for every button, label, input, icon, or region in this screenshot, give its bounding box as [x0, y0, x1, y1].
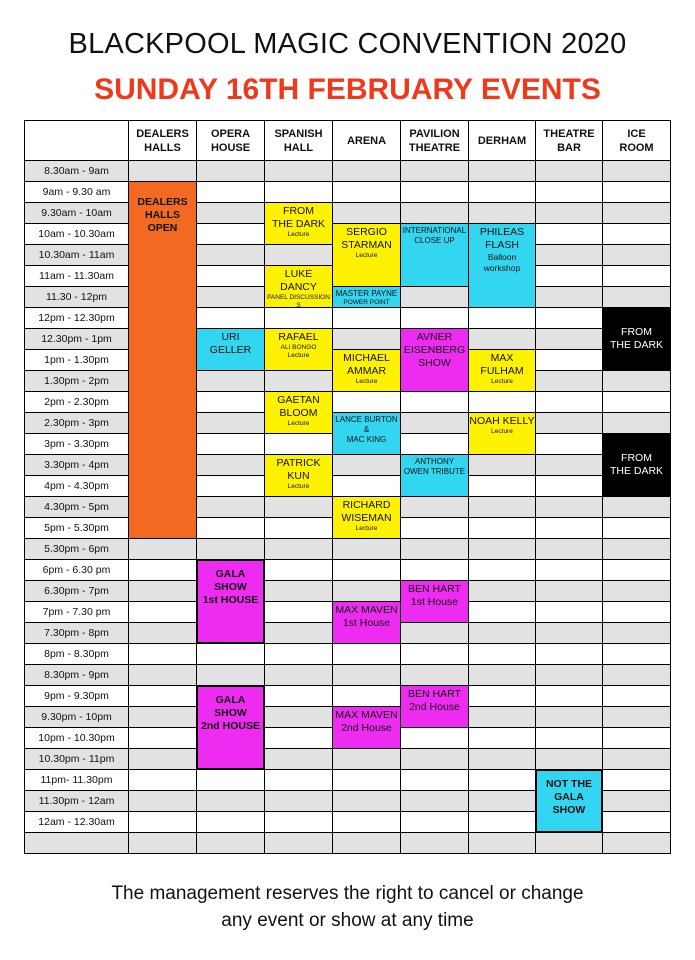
schedule-cell — [332, 811, 401, 833]
schedule-cell — [602, 286, 671, 308]
time-slot-label: 8.30am - 9am — [24, 160, 129, 182]
venue-header: DEALERS HALLS — [128, 120, 197, 161]
event-title: GALA SHOW 1st HOUSE — [202, 568, 259, 606]
schedule-cell — [128, 559, 197, 581]
time-slot-label: 3.30pm - 4pm — [24, 454, 129, 476]
schedule-cell — [468, 601, 536, 623]
page-title: BLACKPOOL MAGIC CONVENTION 2020 — [68, 28, 627, 60]
event-note: Lecture — [355, 252, 378, 259]
schedule-cell — [128, 160, 197, 182]
venue-header: PAVILION THEATRE — [400, 120, 469, 161]
schedule-cell — [196, 454, 265, 476]
event-title: LUKE DANCY — [280, 268, 317, 293]
event-dealers-halls-open — [128, 181, 197, 539]
schedule-cell — [196, 832, 265, 854]
schedule-cell — [468, 202, 536, 224]
schedule-cell — [468, 181, 536, 203]
schedule-cell — [128, 706, 197, 728]
schedule-cell — [400, 517, 469, 539]
schedule-cell — [602, 202, 671, 224]
schedule-cell — [535, 559, 603, 581]
schedule-cell — [535, 580, 603, 602]
schedule-cell — [535, 727, 603, 749]
schedule-cell — [196, 496, 265, 518]
schedule-cell — [468, 391, 536, 413]
schedule-cell — [535, 706, 603, 728]
schedule-cell — [535, 286, 603, 308]
schedule-cell — [535, 643, 603, 665]
event-uri-geller — [196, 328, 265, 371]
venue-header: ICE ROOM — [602, 120, 671, 161]
schedule-cell — [400, 664, 469, 686]
time-slot-label: 12pm - 12.30pm — [24, 307, 129, 329]
schedule-cell — [468, 664, 536, 686]
event-luke-dancy — [264, 265, 333, 308]
schedule-cell — [128, 769, 197, 791]
schedule-cell — [468, 496, 536, 518]
schedule-cell — [264, 601, 333, 623]
schedule-cell — [400, 433, 469, 455]
time-slot-label: 8pm - 8.30pm — [24, 643, 129, 665]
schedule-cell — [332, 769, 401, 791]
schedule-cell — [400, 160, 469, 182]
event-title: PHILEAS FLASH — [479, 226, 525, 251]
time-slot-label: 4.30pm - 5pm — [24, 496, 129, 518]
schedule-cell — [264, 160, 333, 182]
schedule-cell — [468, 790, 536, 812]
schedule-cell — [196, 286, 265, 308]
schedule-cell — [264, 811, 333, 833]
time-slot-label: 8.30pm - 9pm — [24, 664, 129, 686]
time-slot-label: 9.30am - 10am — [24, 202, 129, 224]
time-slot-label: 5pm - 5.30pm — [24, 517, 129, 539]
schedule-cell — [535, 664, 603, 686]
schedule-cell — [128, 601, 197, 623]
schedule-cell — [535, 181, 603, 203]
schedule-cell — [400, 391, 469, 413]
schedule-cell — [602, 601, 671, 623]
schedule-cell — [602, 223, 671, 245]
schedule-cell — [535, 160, 603, 182]
schedule-cell — [332, 538, 401, 560]
schedule-cell — [602, 559, 671, 581]
event-note: Lecture — [287, 420, 310, 427]
schedule-cell — [400, 181, 469, 203]
schedule-cell — [535, 244, 603, 266]
schedule-cell — [602, 181, 671, 203]
event-subtitle: Balloon workshop — [483, 252, 521, 273]
schedule-cell — [535, 265, 603, 287]
event-title: FROM THE DARK — [609, 452, 664, 477]
time-slot-label: 11pm- 11.30pm — [24, 769, 129, 791]
event-title: GALA SHOW 2nd HOUSE — [201, 694, 260, 732]
schedule-cell — [602, 538, 671, 560]
schedule-cell — [535, 601, 603, 623]
schedule-cell — [602, 727, 671, 749]
schedule-cell — [602, 496, 671, 518]
schedule-cell — [128, 811, 197, 833]
schedule-cell — [400, 538, 469, 560]
schedule-cell — [264, 307, 333, 329]
schedule-cell — [196, 244, 265, 266]
time-slot-label: 7.30pm - 8pm — [24, 622, 129, 644]
schedule-cell — [196, 223, 265, 245]
schedule-cell — [602, 244, 671, 266]
schedule-cell — [535, 307, 603, 329]
schedule-cell — [196, 517, 265, 539]
event-title: GAETAN BLOOM — [277, 394, 320, 419]
event-title: MICHAEL AMMAR — [343, 352, 390, 377]
time-slot-label: 6.30pm - 7pm — [24, 580, 129, 602]
schedule-cell — [264, 706, 333, 728]
schedule-cell — [128, 790, 197, 812]
schedule-cell — [196, 181, 265, 203]
schedule-cell — [468, 811, 536, 833]
schedule-cell — [468, 832, 536, 854]
schedule-cell — [264, 370, 333, 392]
schedule-cell — [264, 517, 333, 539]
event-max-maven-1 — [332, 601, 401, 644]
schedule-cell — [602, 748, 671, 770]
event-gaetan-bloom — [264, 391, 333, 434]
event-gala-show-1st — [196, 559, 265, 644]
schedule-cell — [196, 433, 265, 455]
schedule-cell — [602, 811, 671, 833]
schedule-cell — [128, 643, 197, 665]
page-subtitle: SUNDAY 16TH FEBRUARY EVENTS — [94, 73, 601, 106]
schedule-cell — [468, 559, 536, 581]
time-slot-label: 9.30pm - 10pm — [24, 706, 129, 728]
time-slot-label: 1pm - 1.30pm — [24, 349, 129, 371]
schedule-cell — [400, 559, 469, 581]
schedule-cell — [332, 181, 401, 203]
event-patrick-kun — [264, 454, 333, 497]
schedule-cell — [602, 643, 671, 665]
schedule-cell — [535, 202, 603, 224]
schedule-cell — [196, 391, 265, 413]
schedule-cell — [196, 790, 265, 812]
event-michael-ammar — [332, 349, 401, 392]
schedule-cell — [400, 412, 469, 434]
schedule-cell — [264, 727, 333, 749]
schedule-cell — [602, 706, 671, 728]
schedule-cell — [602, 160, 671, 182]
schedule-cell — [128, 538, 197, 560]
time-slot-label — [24, 832, 129, 854]
event-max-maven-2 — [332, 706, 401, 749]
schedule-cell — [196, 412, 265, 434]
schedule-cell — [264, 685, 333, 707]
schedule-cell — [602, 685, 671, 707]
event-title: LANCE BURTON & MAC KING — [335, 415, 398, 444]
schedule-cell — [400, 769, 469, 791]
schedule-cell — [400, 748, 469, 770]
time-slot-label: 9am - 9.30 am — [24, 181, 129, 203]
schedule-cell — [264, 559, 333, 581]
event-title: MAX MAVEN 1st House — [335, 604, 398, 629]
schedule-cell — [602, 580, 671, 602]
schedule-cell — [264, 538, 333, 560]
event-note: ALI BONGO Lecture — [280, 344, 317, 359]
schedule-cell — [264, 790, 333, 812]
schedule-cell — [332, 307, 401, 329]
venue-header: ARENA — [332, 120, 401, 161]
event-title: INTERNATIONAL CLOSE UP — [402, 226, 467, 245]
schedule-cell — [196, 202, 265, 224]
schedule-cell — [196, 160, 265, 182]
event-note: PANEL DISCUSSION S — [267, 294, 330, 308]
event-note: Lecture — [287, 231, 310, 238]
time-slot-label: 10.30pm - 11pm — [24, 748, 129, 770]
event-title: NOAH KELLY — [469, 415, 535, 427]
schedule-cell — [128, 748, 197, 770]
schedule-cell — [332, 160, 401, 182]
time-slot-label: 3pm - 3.30pm — [24, 433, 129, 455]
schedule-cell — [602, 790, 671, 812]
event-note: Lecture — [355, 525, 378, 532]
schedule-cell — [400, 832, 469, 854]
schedule-cell — [468, 580, 536, 602]
time-slot-label: 5.30pm - 6pm — [24, 538, 129, 560]
schedule-cell — [332, 454, 401, 476]
event-title: AVNER EISENBERG SHOW — [403, 331, 466, 369]
venue-header: OPERA HOUSE — [196, 120, 265, 161]
event-note: Lecture — [491, 428, 513, 435]
schedule-cell — [332, 559, 401, 581]
schedule-cell — [468, 727, 536, 749]
event-title: MASTER PAYNE — [335, 289, 398, 298]
schedule-cell — [602, 769, 671, 791]
schedule-cell — [535, 391, 603, 413]
schedule-cell — [128, 622, 197, 644]
schedule-cell — [400, 622, 469, 644]
schedule-cell — [264, 496, 333, 518]
event-international-close-up — [400, 223, 469, 287]
schedule-cell — [602, 412, 671, 434]
time-slot-label: 1.30pm - 2pm — [24, 370, 129, 392]
event-rafael — [264, 328, 333, 371]
event-anthony-owen-tribute — [400, 454, 469, 497]
schedule-cell — [264, 769, 333, 791]
schedule-cell — [264, 832, 333, 854]
time-slot-label: 2.30pm - 3pm — [24, 412, 129, 434]
schedule-cell — [468, 643, 536, 665]
schedule-cell — [468, 622, 536, 644]
schedule-cell — [535, 748, 603, 770]
event-note: POWER POINT — [343, 299, 390, 306]
time-slot-label: 2pm - 2.30pm — [24, 391, 129, 413]
time-slot-label: 12am - 12.30am — [24, 811, 129, 833]
event-richard-wiseman — [332, 496, 401, 539]
schedule-cell — [264, 748, 333, 770]
event-title: DEALERS HALLS OPEN — [137, 196, 188, 234]
time-slot-label: 11am - 11.30am — [24, 265, 129, 287]
schedule-cell — [332, 748, 401, 770]
schedule-cell — [332, 790, 401, 812]
schedule-cell — [128, 580, 197, 602]
schedule-cell — [332, 643, 401, 665]
schedule-cell — [468, 454, 536, 476]
schedule-cell — [196, 370, 265, 392]
event-title: RAFAEL — [278, 331, 319, 343]
event-from-the-dark-spanish — [264, 202, 333, 245]
event-title: FROM THE DARK — [609, 326, 664, 351]
event-sergio-starman — [332, 223, 401, 287]
time-slot-label: 6pm - 6.30 pm — [24, 559, 129, 581]
schedule-cell — [468, 160, 536, 182]
schedule-cell — [602, 265, 671, 287]
schedule-cell — [602, 391, 671, 413]
schedule-cell — [332, 391, 401, 413]
schedule-cell — [264, 181, 333, 203]
time-slot-label: 9pm - 9.30pm — [24, 685, 129, 707]
schedule-cell — [128, 685, 197, 707]
schedule-cell — [264, 643, 333, 665]
schedule-cell — [128, 727, 197, 749]
schedule-cell — [468, 685, 536, 707]
schedule-cell — [196, 538, 265, 560]
event-lance-burton-mac-king — [332, 412, 401, 455]
schedule-cell — [468, 307, 536, 329]
event-master-payne — [332, 286, 401, 308]
event-gala-show-2nd — [196, 685, 265, 770]
schedule-cell — [602, 370, 671, 392]
time-slot-label: 4pm - 4.30pm — [24, 475, 129, 497]
time-slot-label: 10am - 10.30am — [24, 223, 129, 245]
schedule-cell — [264, 622, 333, 644]
schedule-cell — [535, 685, 603, 707]
schedule-cell — [128, 832, 197, 854]
schedule-cell — [535, 412, 603, 434]
schedule-cell — [535, 517, 603, 539]
schedule-cell — [400, 307, 469, 329]
schedule-cell — [602, 832, 671, 854]
event-note: Lecture — [491, 378, 513, 385]
schedule-cell — [332, 475, 401, 497]
venue-header: SPANISH HALL — [264, 120, 333, 161]
footer-notice: The management reserves the right to cancel or change any event or show at any time — [111, 883, 584, 931]
schedule-cell — [128, 664, 197, 686]
event-not-the-gala-show — [535, 769, 603, 833]
time-slot-label: 11.30 - 12pm — [24, 286, 129, 308]
schedule-cell — [400, 811, 469, 833]
schedule-cell — [264, 244, 333, 266]
schedule-cell — [468, 475, 536, 497]
header-corner-cell — [24, 120, 129, 161]
schedule-cell — [535, 223, 603, 245]
event-title: MAX MAVEN 2nd House — [335, 709, 398, 734]
time-slot-label: 10pm - 10.30pm — [24, 727, 129, 749]
schedule-cell — [602, 622, 671, 644]
schedule-cell — [535, 370, 603, 392]
event-phileas-flash — [468, 223, 536, 308]
schedule-cell — [332, 328, 401, 350]
schedule-cell — [196, 811, 265, 833]
schedule-cell — [468, 706, 536, 728]
schedule-cell — [400, 496, 469, 518]
time-slot-label: 7pm - 7.30 pm — [24, 601, 129, 623]
event-title: FROM THE DARK — [271, 205, 326, 230]
schedule-cell — [535, 832, 603, 854]
schedule-cell — [196, 664, 265, 686]
event-note: Lecture — [355, 378, 378, 385]
venue-header: DERHAM — [468, 120, 536, 161]
event-noah-kelly — [468, 412, 536, 455]
schedule-cell — [468, 538, 536, 560]
schedule-cell — [332, 580, 401, 602]
event-ben-hart-2 — [400, 685, 469, 728]
schedule-cell — [468, 769, 536, 791]
schedule-cell — [400, 727, 469, 749]
event-max-fulham — [468, 349, 536, 392]
schedule-cell — [468, 328, 536, 350]
event-title: PATRICK KUN — [276, 457, 321, 482]
schedule-cell — [196, 475, 265, 497]
event-note: Lecture — [287, 483, 310, 490]
event-avner-eisenberg — [400, 328, 469, 392]
event-ben-hart-1 — [400, 580, 469, 623]
schedule-cell — [264, 664, 333, 686]
event-from-the-dark-ice-1 — [602, 307, 671, 371]
schedule-cell — [535, 538, 603, 560]
schedule-cell — [535, 475, 603, 497]
schedule-cell — [196, 769, 265, 791]
schedule-cell — [602, 664, 671, 686]
event-title: SERGIO STARMAN — [341, 226, 392, 251]
time-slot-label: 10.30am - 11am — [24, 244, 129, 266]
event-title: URI GELLER — [209, 331, 252, 356]
schedule-cell — [535, 433, 603, 455]
schedule-cell — [264, 580, 333, 602]
schedule-cell — [264, 433, 333, 455]
event-title: RICHARD WISEMAN — [341, 499, 392, 524]
schedule-cell — [196, 307, 265, 329]
schedule-cell — [400, 790, 469, 812]
schedule-cell — [332, 832, 401, 854]
event-title: ANTHONY OWEN TRIBUTE — [403, 457, 466, 476]
schedule-cell — [332, 202, 401, 224]
schedule-cell — [535, 349, 603, 371]
venue-header: THEATRE BAR — [535, 120, 603, 161]
schedule-cell — [400, 643, 469, 665]
schedule-cell — [535, 328, 603, 350]
event-from-the-dark-ice-2 — [602, 433, 671, 497]
event-title: MAX FULHAM — [480, 352, 524, 377]
schedule-cell — [468, 517, 536, 539]
schedule-cell — [332, 685, 401, 707]
schedule-cell — [602, 517, 671, 539]
event-title: BEN HART 2nd House — [408, 688, 461, 713]
time-slot-label: 12.30pm - 1pm — [24, 328, 129, 350]
schedule-cell — [535, 496, 603, 518]
time-slot-label: 11.30pm - 12am — [24, 790, 129, 812]
schedule-cell — [196, 265, 265, 287]
schedule-cell — [535, 454, 603, 476]
schedule-cell — [196, 643, 265, 665]
schedule-cell — [535, 622, 603, 644]
schedule-cell — [332, 664, 401, 686]
event-title: BEN HART 1st House — [408, 583, 461, 608]
schedule-cell — [400, 286, 469, 308]
schedule-cell — [468, 748, 536, 770]
event-title: NOT THE GALA SHOW — [545, 778, 593, 816]
schedule-cell — [400, 202, 469, 224]
